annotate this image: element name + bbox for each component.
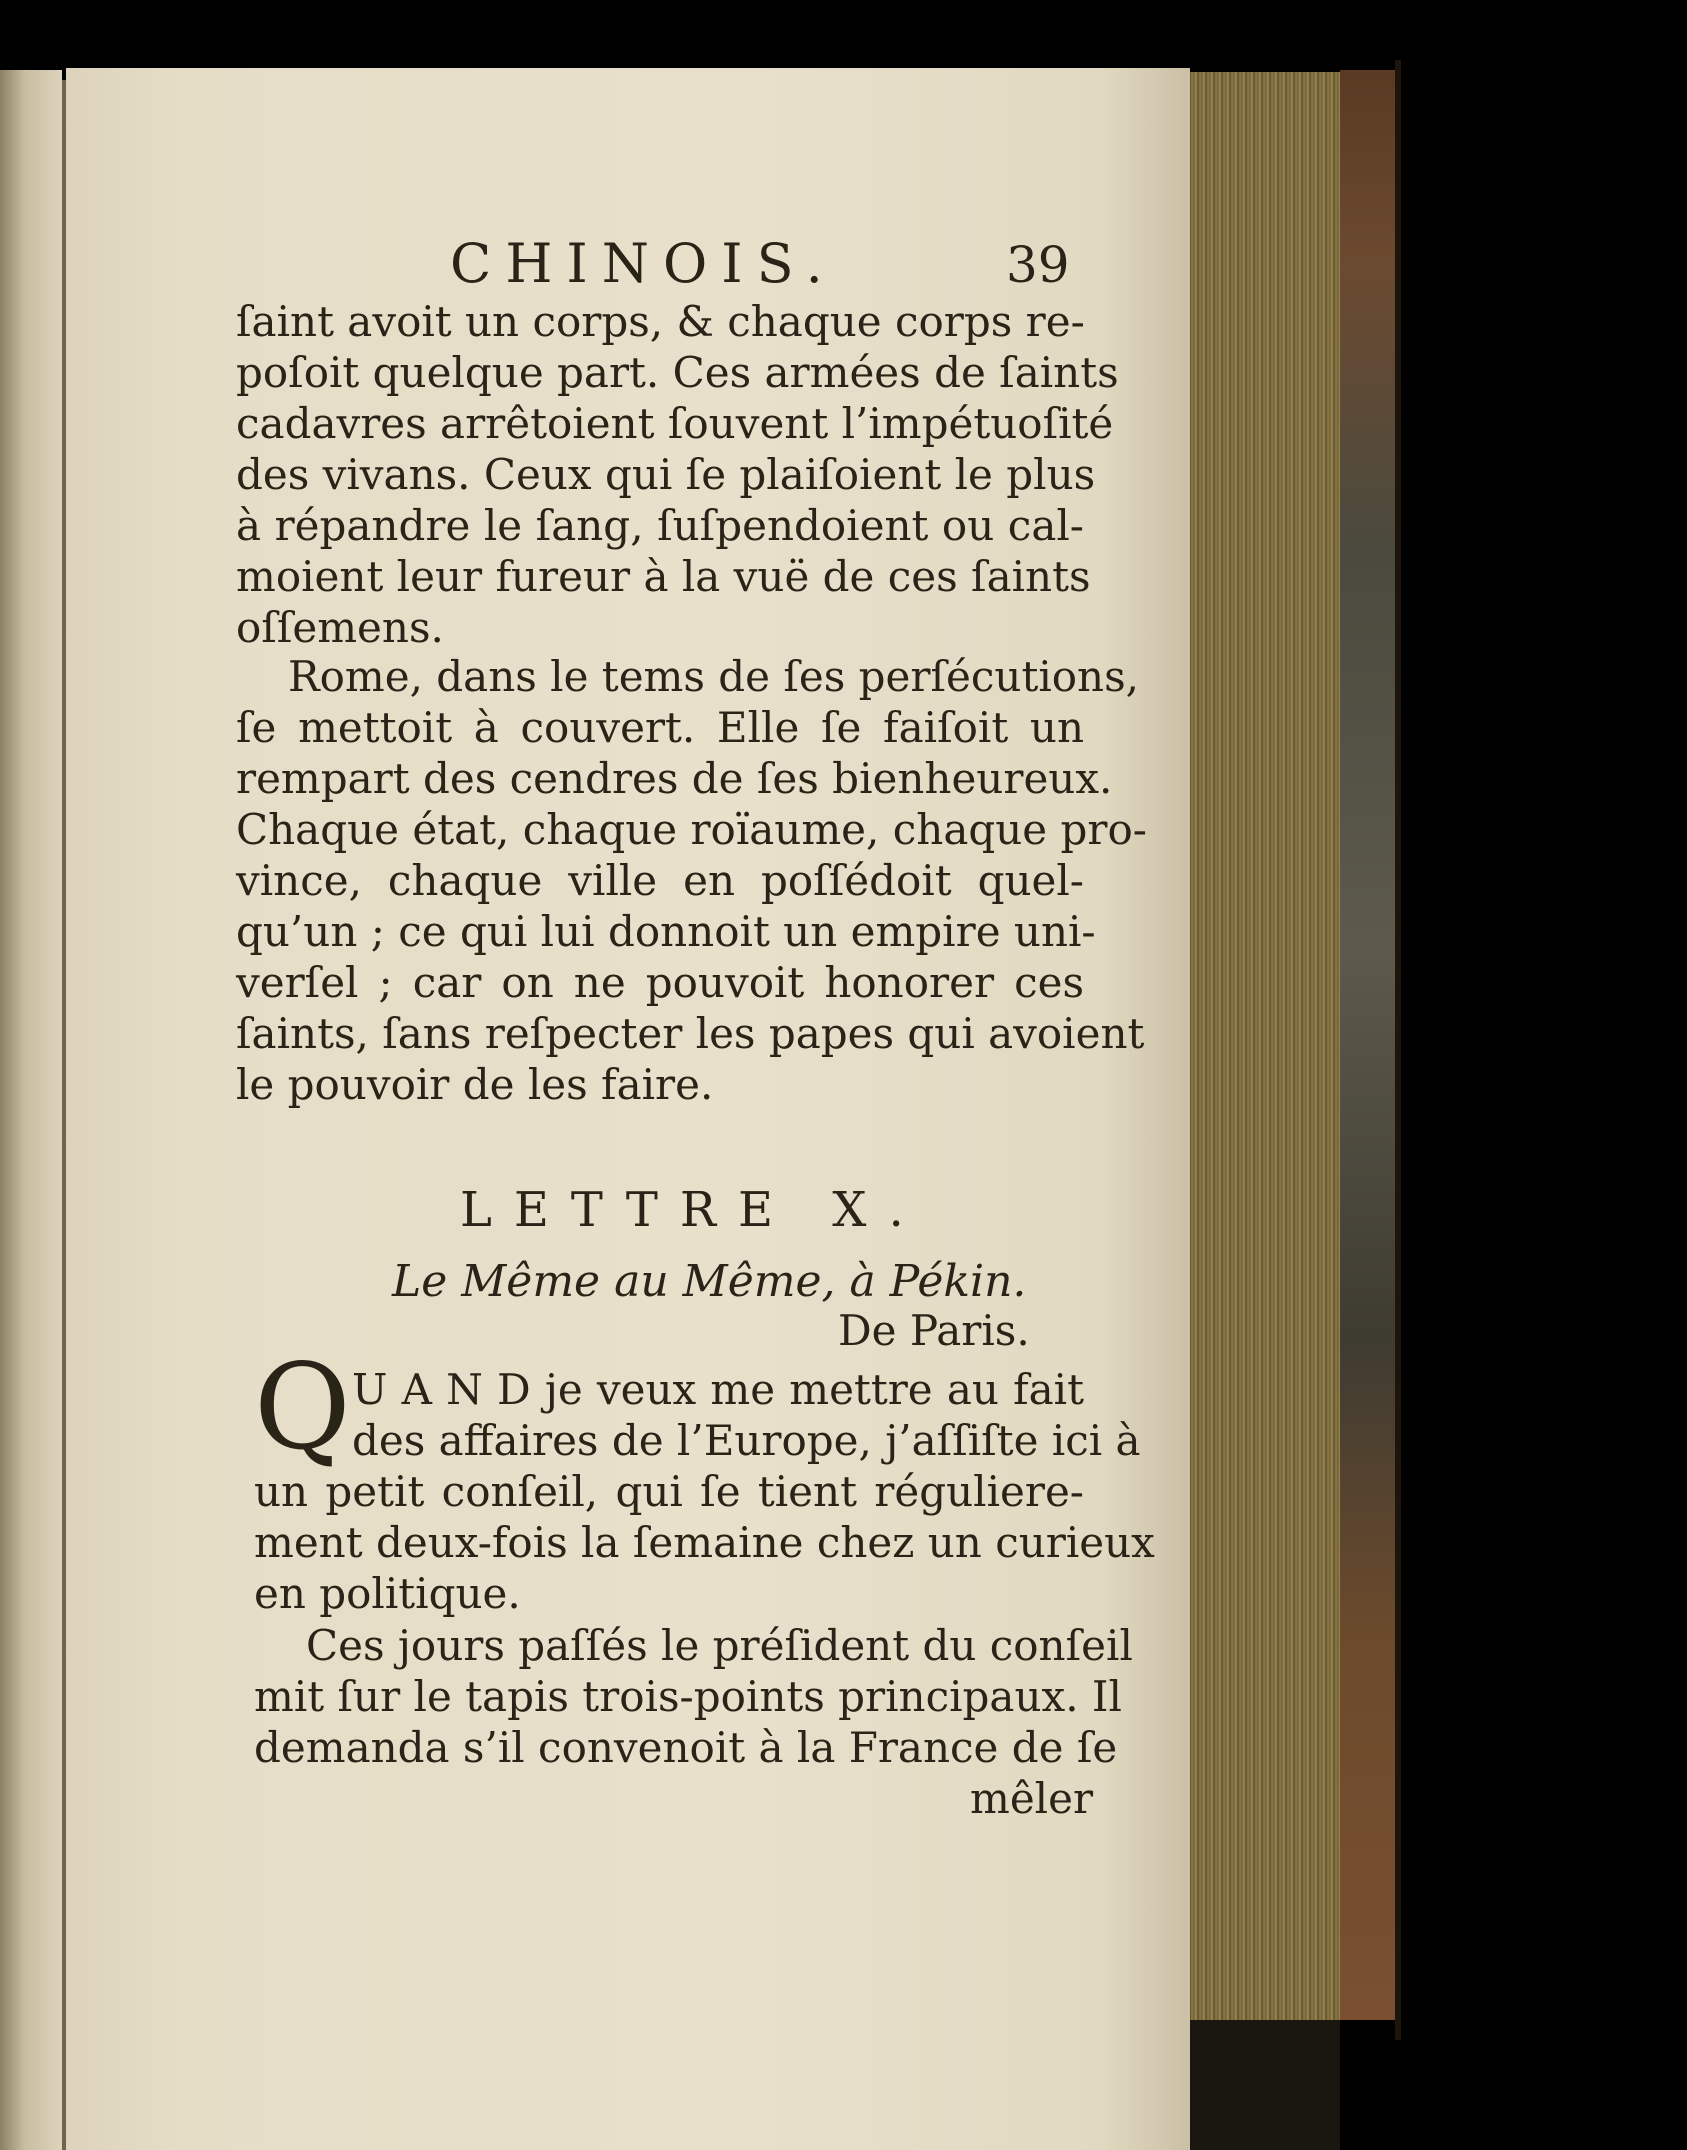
text-line: un petit conſeil, qui ſe tient réguliere- xyxy=(254,1467,1084,1516)
text-line: rempart des cendres de ſes bienheureux. xyxy=(236,754,1113,803)
running-head-title: CHINOIS. xyxy=(450,232,837,295)
text-line: des vivans. Ceux qui ſe plaiſoient le plus xyxy=(236,450,1096,499)
letter-heading: LETTRE X. xyxy=(460,1182,926,1238)
text-line: cadavres arrêtoient ſouvent l’impétuoſité xyxy=(236,399,1114,448)
leather-binding xyxy=(1340,70,1395,2020)
text-line: ment deux-fois la ſemaine chez un curieux xyxy=(254,1518,1155,1567)
letter-subtitle: Le Même au Même, à Pékin. xyxy=(392,1256,1027,1307)
text-line: Ces jours paſſés le préſident du conſeil xyxy=(306,1621,1133,1670)
text-line: ſaint avoit un corps, & chaque corps re- xyxy=(236,297,1085,346)
text-line: à répandre le ſang, ſuſpendoient ou cal- xyxy=(236,501,1084,550)
text-line: vince, chaque ville en poſſédoit quel- xyxy=(236,856,1084,905)
letter-dateline: De Paris. xyxy=(838,1306,1030,1355)
drop-cap: Q xyxy=(254,1338,351,1476)
letter-paragraph-1 xyxy=(254,1466,1155,1619)
text-line: oſſemens. xyxy=(236,603,444,652)
page-number: 39 xyxy=(1006,236,1070,294)
text-line: demanda s’il convenoit à la France de ſe xyxy=(254,1723,1118,1772)
text-line: Rome, dans le tems de ſes perſécutions, xyxy=(288,652,1140,701)
text-line: des affaires de l’Europe, j’aſſiſte ici à xyxy=(352,1416,1141,1465)
text-line: en politique. xyxy=(254,1569,521,1618)
facing-page-edge xyxy=(0,70,62,2150)
letter-opening xyxy=(352,1364,1141,1466)
text-line: ſaints, ſans reſpecter les papes qui avoient xyxy=(236,1009,1145,1058)
text-line: moient leur fureur à la vuë de ces ſaints xyxy=(236,552,1091,601)
page-block-edge xyxy=(1190,72,1340,2020)
catchword: mêler xyxy=(970,1774,1094,1823)
text-line: U A N D je veux me mettre au fait xyxy=(352,1365,1084,1414)
text-line: qu’un ; ce qui lui donnoit un empire uni- xyxy=(236,907,1096,956)
text-line: verſel ; car on ne pouvoit honorer ces xyxy=(236,958,1084,1007)
paragraph-1 xyxy=(236,296,1119,653)
text-line: ſe mettoit à couvert. Elle ſe faiſoit un xyxy=(236,703,1084,752)
text-line: poſoit quelque part. Ces armées de ſaints xyxy=(236,348,1119,397)
page-block-shadow xyxy=(1190,2020,1340,2150)
paragraph-2 xyxy=(236,651,1147,1110)
letter-paragraph-2 xyxy=(254,1620,1133,1773)
text-line: le pouvoir de les faire. xyxy=(236,1060,714,1109)
binding-edge xyxy=(1395,60,1401,2040)
text-line: Chaque état, chaque roïaume, chaque pro- xyxy=(236,805,1147,854)
text-line: mit ſur le tapis trois-points principaux. Il xyxy=(254,1672,1122,1721)
